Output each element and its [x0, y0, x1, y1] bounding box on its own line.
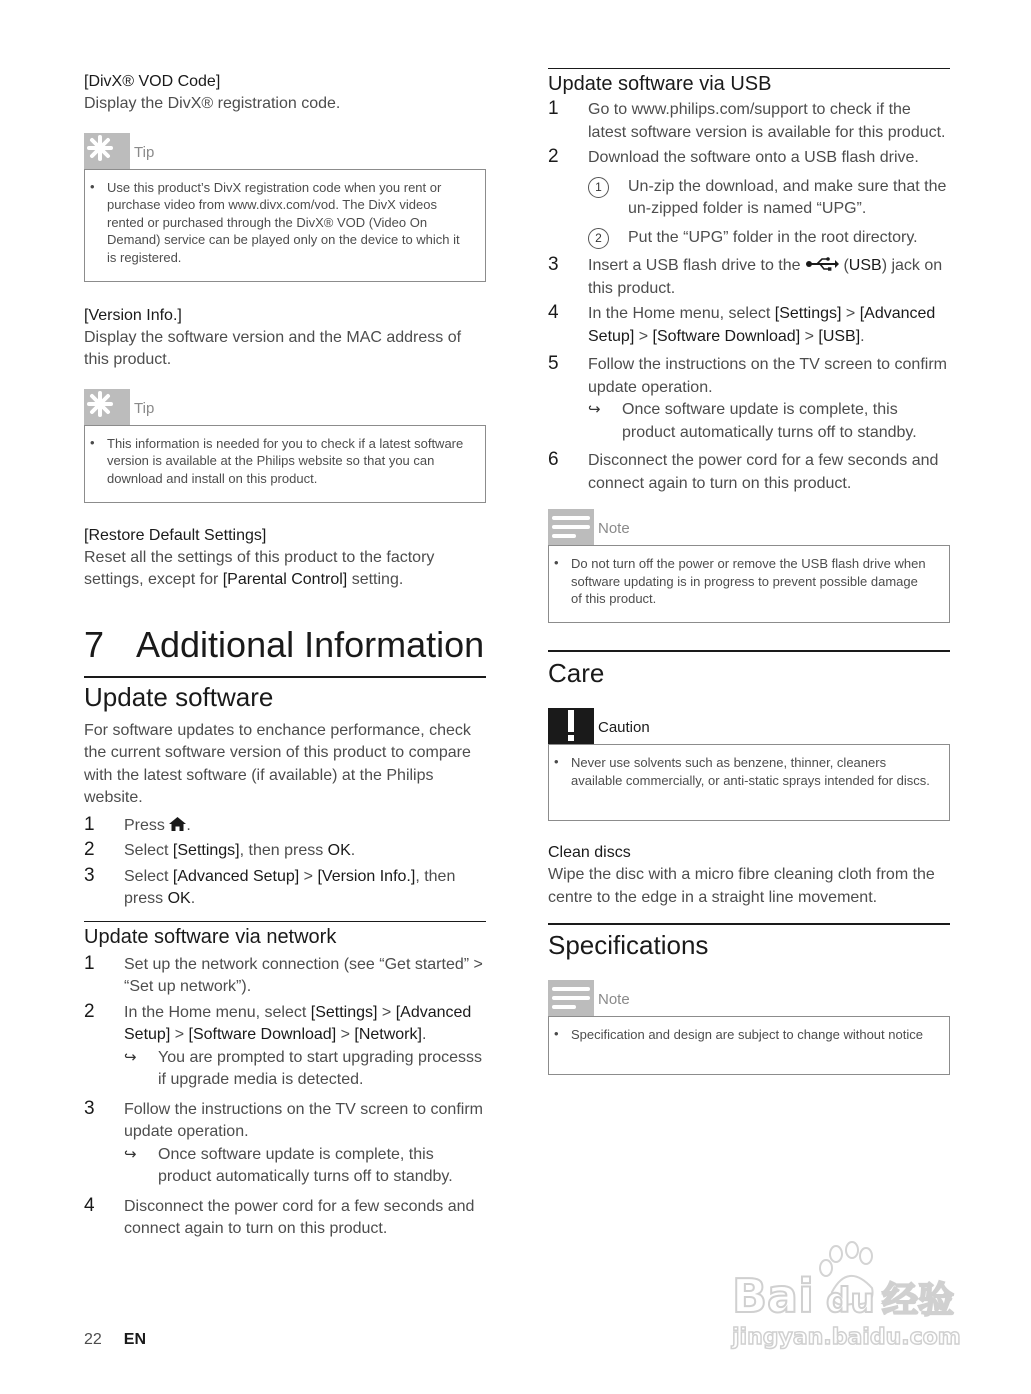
note-icon	[548, 509, 594, 545]
divx-title: [DivX® VOD Code]	[84, 73, 221, 90]
note2-label: Note	[598, 991, 630, 1008]
chapter-heading	[84, 623, 486, 667]
tip-icon	[84, 133, 130, 169]
note2-header	[548, 980, 950, 1016]
bullet-icon: •	[90, 178, 95, 194]
net-step-2-result: ↪ You are prompted to start upgrading processs if upgrade media is detected.	[124, 1048, 483, 1088]
page-footer	[84, 1331, 146, 1349]
network-steps	[84, 954, 486, 1241]
step-2: 2 Select [Settings], then press OK.	[84, 839, 356, 860]
bullet-icon: •	[90, 434, 95, 450]
usb-step-6: 6 Disconnect the power cord for a few seconds and connect again to turn on this product.	[548, 449, 939, 492]
note1-label: Note	[598, 520, 630, 537]
specifications-heading: Specifications	[548, 930, 709, 960]
rule	[548, 650, 950, 652]
tip2-label: Tip	[134, 399, 155, 417]
home-icon	[169, 817, 186, 834]
clean-discs-title: Clean discs	[548, 844, 631, 861]
net-step-1: 1 Set up the network connection (see “Get started” > “Set up network”).	[84, 952, 483, 995]
note1-box	[548, 545, 950, 623]
tip2-text: This information is needed for you to check if a latest software version is available at the Philips website so that you can download and install on this product.	[107, 435, 464, 486]
left-column	[84, 68, 486, 1244]
net-step-4: 4 Disconnect the power cord for a few seconds and connect again to turn on this product.	[84, 1194, 475, 1237]
caution-text: Never use solvents such as benzene, thinner, cleaners available commercially, or anti-static sprays intended for discs.	[571, 755, 930, 788]
divx-desc: Display the DivX® registration code.	[84, 95, 341, 112]
update-steps	[84, 815, 486, 911]
clean-discs-desc: Wipe the disc with a micro fibre cleaning cloth from the centre to the edge in a straight line movement.	[548, 866, 935, 906]
usb-step-3: 3 Insert a USB flash drive to the (USB) jack on this product.	[548, 254, 943, 297]
usb-step-5: 5 Follow the instructions on the TV screen to confirm update operation. ↪ Once software update is complete, this product automatically turns off to standby.	[548, 354, 950, 444]
net-step-2: 2 In the Home menu, select [Settings] > [Advanced Setup] > [Software Download] > [Network]. ↪ You are prompted to start upgrading processs if upgrade media is detected.	[84, 1002, 486, 1092]
usb-step-2: 2 Download the software onto a USB flash drive. 1 Un-zip the download, and make sure that the un-zipped folder is named “UPG”. 2 Put the “UPG” folder in the root directory.	[548, 147, 950, 249]
svg-text:jingyan.baidu.com: jingyan.baidu.com	[732, 1325, 961, 1350]
update-intro: For software updates to enchance performance, check the current software version of this product to compare with the latest software (if available) at the Philips website.	[84, 721, 471, 806]
restore-title: [Restore Default Settings]	[84, 526, 267, 544]
language-code: EN	[123, 1331, 147, 1348]
tip1-box	[84, 169, 486, 282]
restore-desc: Reset all the settings of this product to the factory settings, except for [Parental Control] setting.	[84, 548, 435, 588]
right-column	[548, 68, 950, 1075]
svg-text:du: du	[826, 1281, 875, 1321]
note2-box	[548, 1016, 950, 1075]
caution-header	[548, 708, 950, 744]
caution-box	[548, 744, 950, 821]
tip1-header	[84, 133, 486, 169]
tip-icon	[84, 389, 130, 425]
tip2-box	[84, 425, 486, 503]
net-step-3-result: ↪ Once software update is complete, this product automatically turns off to standby.	[124, 1145, 453, 1185]
step-1: 1 Press .	[84, 813, 191, 835]
result-arrow-icon: ↪	[588, 401, 601, 418]
note-icon	[548, 980, 594, 1016]
update-software-heading: Update software	[84, 681, 274, 712]
note1-header	[548, 509, 950, 545]
note2-text: Specification and design are subject to change without notice	[571, 1027, 923, 1042]
tip1-text: Use this product’s DivX registration code when you rent or purchase video from www.divx.com/vod. The DivX videos rented or purchased through the DivX® VOD (Video On Demand) service can be played only on the device to which it is registered.	[107, 179, 460, 265]
version-desc: Display the software version and the MAC address of this product.	[84, 328, 462, 368]
bullet-icon: •	[554, 1026, 559, 1041]
usb-heading: Update software via USB	[548, 73, 772, 95]
usb-substep-2: 2 Put the “UPG” folder in the root directory.	[588, 227, 950, 250]
net-step-3: 3 Follow the instructions on the TV screen to confirm update operation. ↪ Once software update is complete, this product automatically turns off to standby.	[84, 1099, 486, 1189]
usb-steps	[548, 99, 950, 495]
tip1-label: Tip	[134, 143, 155, 161]
caution-icon	[548, 708, 594, 744]
version-title: [Version Info.]	[84, 306, 182, 324]
network-heading: Update software via network	[84, 925, 337, 948]
baidu-watermark-logo	[730, 1240, 970, 1355]
chapter-title: Additional Information	[136, 623, 485, 665]
bullet-icon: •	[554, 754, 559, 769]
usb-step-5-result: ↪ Once software update is complete, this product automatically turns off to standby.	[588, 401, 917, 441]
care-heading: Care	[548, 658, 605, 688]
page-number: 22	[84, 1331, 102, 1348]
usb-step-1: 1 Go to www.philips.com/support to check if the latest software version is available for this product.	[548, 98, 946, 141]
step-3: 3 Select [Advanced Setup] > [Version Info.], then press OK.	[84, 864, 456, 907]
svg-text:Bai: Bai	[732, 1269, 814, 1323]
bullet-icon: •	[554, 555, 559, 570]
rule	[548, 923, 950, 925]
usb-icon	[805, 257, 839, 274]
caution-label: Caution	[598, 719, 650, 736]
chapter-number: 7	[84, 623, 105, 665]
result-arrow-icon: ↪	[124, 1048, 137, 1066]
svg-text:经验: 经验	[882, 1280, 955, 1321]
note1-text: Do not turn off the power or remove the USB flash drive when software updating is in progress to prevent possible damage of this product.	[571, 556, 926, 606]
usb-step-4: 4 In the Home menu, select [Settings] > [Advanced Setup] > [Software Download] > [USB].	[548, 302, 936, 345]
usb-substep-1: 1 Un-zip the download, and make sure that the un-zipped folder is named “UPG”.	[588, 176, 950, 221]
result-arrow-icon: ↪	[124, 1145, 137, 1163]
tip2-header	[84, 389, 486, 425]
